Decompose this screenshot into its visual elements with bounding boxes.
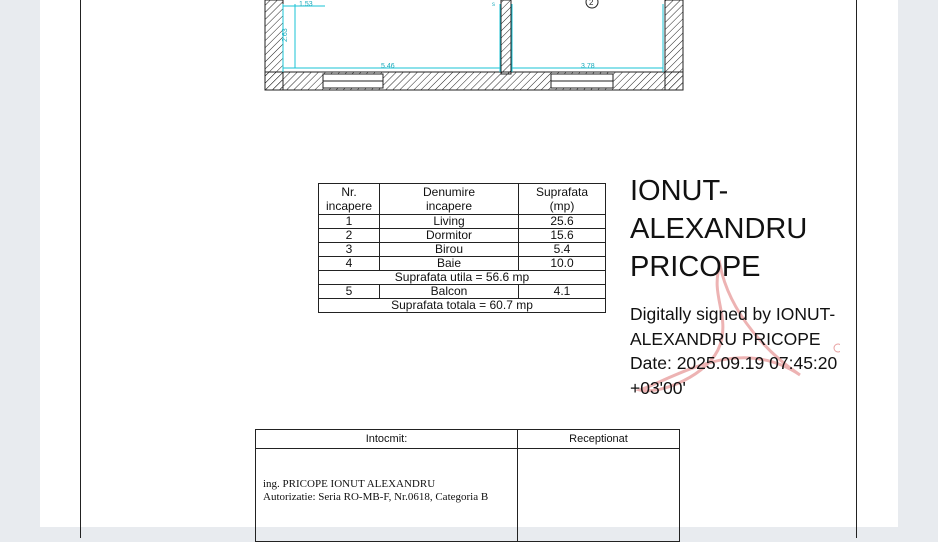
intocmit-cell <box>256 449 518 542</box>
signature-details <box>630 302 870 400</box>
header-area: Suprafata (mp) <box>519 184 606 215</box>
receptionat-cell <box>518 449 680 542</box>
signature-detail-line: ALEXANDRU PRICOPE <box>630 328 821 349</box>
row-nr: 5 <box>319 285 380 299</box>
row-name: Birou <box>380 243 519 257</box>
signer-name-line: IONUT- <box>630 175 729 207</box>
table-row <box>319 243 606 257</box>
row-area: 4.1 <box>519 285 606 299</box>
row-area: 15.6 <box>519 229 606 243</box>
intocmit-header: Intocmit: <box>256 430 518 449</box>
table-row <box>319 229 606 243</box>
svg-text:s: s <box>492 2 495 8</box>
signature-detail-line: Digitally signed by IONUT- <box>630 304 836 324</box>
room-marker-number: 2 <box>589 0 594 7</box>
row-nr: 4 <box>319 257 380 271</box>
engineer-info <box>263 478 516 504</box>
dim-top-left: 1.53 <box>299 1 313 8</box>
digital-signature-block <box>630 172 870 400</box>
grand-total: Suprafata totala = 60.7 mp <box>319 299 606 313</box>
row-name: Dormitor <box>380 229 519 243</box>
useful-total-row <box>319 271 606 285</box>
signer-name-line: ALEXANDRU <box>630 213 808 245</box>
approval-table <box>255 429 680 542</box>
floor-plan <box>263 0 685 92</box>
row-area: 5.4 <box>519 243 606 257</box>
row-nr: 2 <box>319 229 380 243</box>
signer-name-line: PRICOPE <box>630 251 761 283</box>
row-area: 25.6 <box>519 215 606 229</box>
header-name: Denumire incapere <box>380 184 519 215</box>
rooms-table <box>318 183 606 313</box>
row-nr: 3 <box>319 243 380 257</box>
table-row <box>319 215 606 229</box>
dim-bottom-left: 5.46 <box>381 63 395 70</box>
engineer-authorization: Autorizatie: Seria RO-MB-F, Nr.0618, Categoria B <box>263 491 489 503</box>
dim-bottom-right: 3.78 <box>581 63 595 70</box>
signature-detail-line: +03'00' <box>630 377 686 398</box>
header-nr: Nr. incapere <box>319 184 380 215</box>
row-area: 10.0 <box>519 257 606 271</box>
row-name: Living <box>380 215 519 229</box>
engineer-name: ing. PRICOPE IONUT ALEXANDRU <box>263 478 436 490</box>
wall-interior <box>501 0 511 74</box>
receptionat-header: Receptionat <box>518 430 680 449</box>
table-row <box>319 285 606 299</box>
row-name: Balcon <box>380 285 519 299</box>
grand-total-row <box>319 299 606 313</box>
signature-detail-line: Date: 2025.09.19 07:45:20 <box>630 353 838 373</box>
signer-name <box>630 172 870 286</box>
useful-total: Suprafata utila = 56.6 mp <box>319 271 606 285</box>
dim-left-vertical: 2.63 <box>282 28 289 42</box>
row-nr: 1 <box>319 215 380 229</box>
row-name: Baie <box>380 257 519 271</box>
table-row <box>319 257 606 271</box>
